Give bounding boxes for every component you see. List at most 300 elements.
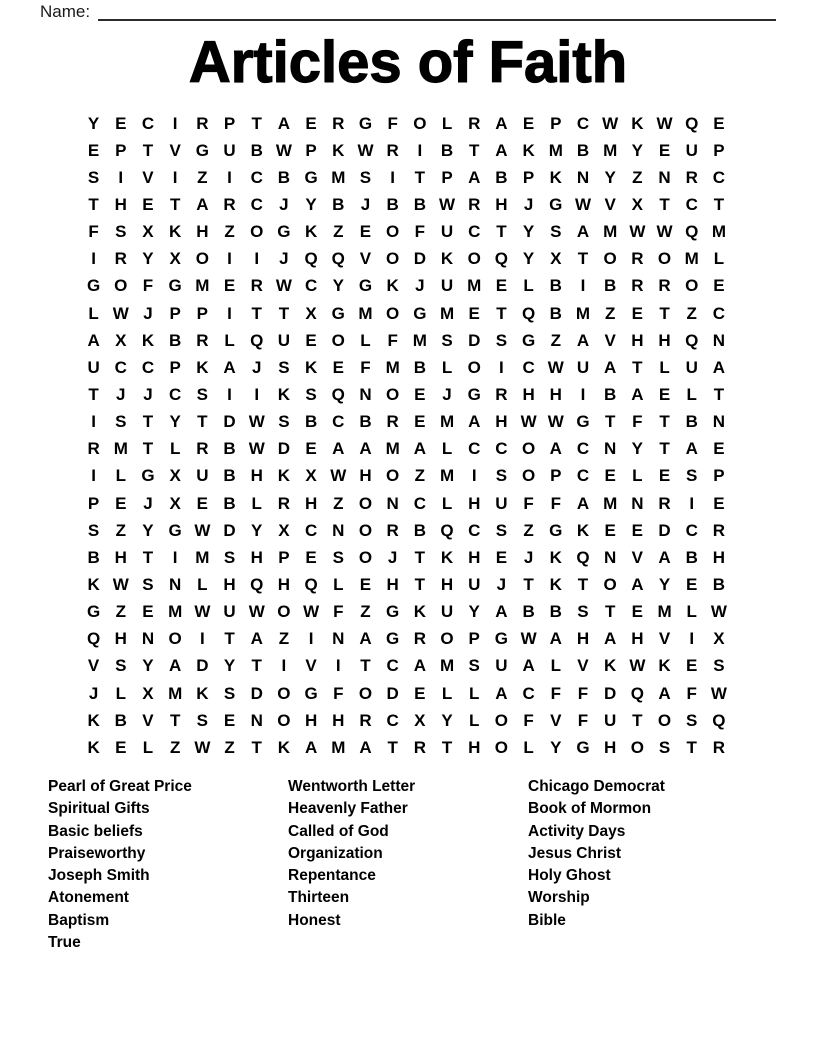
grid-letter: A [250,629,263,649]
grid-letter: Z [686,303,697,323]
grid-letter: T [88,384,99,404]
grid-letter: U [685,140,698,160]
grid-letter: P [196,303,209,323]
grid-letter: W [275,140,292,160]
grid-letter: O [277,710,291,730]
grid-letter: E [631,602,644,622]
grid-letter: F [686,683,697,703]
grid-letter: S [278,412,290,432]
name-row [40,2,776,21]
grid-letter: Z [414,466,426,486]
grid-letter: I [172,113,178,133]
grid-letter: L [469,710,480,730]
grid-letter: G [358,276,373,296]
grid-letter: Z [197,167,208,187]
grid-letter: M [168,683,183,703]
grid-letter: R [386,140,399,160]
grid-letter: F [88,222,99,242]
grid-letter: G [549,520,563,540]
grid-letter: Q [331,249,345,269]
grid-letter: O [467,249,481,269]
grid-letter: O [195,249,209,269]
grid-letter: O [277,602,291,622]
grid-letter: Q [685,113,699,133]
grid-letter: I [227,249,232,269]
grid-letter: Y [550,737,562,757]
grid-letter: M [439,466,455,486]
grid-letter: G [304,683,318,703]
grid-letter: G [413,303,427,323]
grid-letter: O [630,737,644,757]
grid-letter: J [523,194,534,214]
grid-letter: S [223,683,236,703]
grid-letter: I [227,167,232,187]
grid-letter: N [169,574,182,594]
grid-letter: E [115,737,127,757]
grid-letter: O [386,249,400,269]
grid-letter: D [277,439,291,459]
grid-letter: G [521,330,536,350]
grid-letter: B [685,547,698,567]
grid-letter: T [142,412,154,432]
grid-letter: H [223,574,236,594]
grid-letter: V [142,710,154,730]
grid-letter: A [196,194,209,214]
word-item: Bible [528,911,566,929]
grid-letter: T [632,357,643,377]
grid-letter: Z [278,629,290,649]
grid-letter: G [86,602,101,622]
grid-letter: C [468,520,481,540]
grid-letter: U [440,602,454,622]
grid-letter: V [169,140,181,160]
grid-letter: F [523,710,534,730]
grid-letter: O [114,276,128,296]
grid-letter: A [658,547,671,567]
grid-letter: K [169,222,182,242]
grid-letter: B [549,276,562,296]
grid-letter: S [359,167,372,187]
grid-letter: E [713,276,725,296]
grid-letter: Q [440,520,454,540]
grid-letter: T [686,737,697,757]
grid-letter: T [577,574,589,594]
grid-letter: S [332,547,344,567]
grid-letter: T [251,656,262,676]
grid-letter: V [604,194,616,214]
grid-letter: Z [360,602,371,622]
grid-letter: R [468,194,481,214]
grid-letter: T [414,547,426,567]
grid-letter: E [522,113,535,133]
grid-letter: K [631,113,644,133]
grid-letter: L [142,737,154,757]
page-title: Articles of Faith [188,30,628,95]
grid-letter: T [251,303,262,323]
grid-letter: G [86,276,101,296]
grid-letter: M [467,276,482,296]
grid-letter: C [522,357,535,377]
grid-letter: S [196,384,209,404]
grid-letter: E [713,439,725,459]
grid-letter: C [141,357,155,377]
grid-letter: V [631,547,644,567]
grid-letter: E [305,113,317,133]
grid-letter: M [657,602,672,622]
grid-letter: O [386,222,400,242]
grid-letter: G [331,303,345,323]
grid-letter: O [358,547,373,567]
grid-letter: B [359,412,372,432]
grid-letter: L [686,384,697,404]
grid-letter: Y [223,656,236,676]
grid-letter: H [277,574,291,594]
grid-letter: A [359,737,372,757]
word-item: Jesus Christ [528,844,622,862]
grid-letter: E [414,384,426,404]
grid-letter: R [413,737,426,757]
name-label: Name: [40,2,91,21]
grid-letter: R [386,412,399,432]
grid-letter: U [495,656,508,676]
grid-letter: A [87,330,100,350]
grid-letter: E [686,574,698,594]
grid-letter: D [604,683,617,703]
grid-letter: T [659,412,670,432]
grid-letter: T [469,140,480,160]
grid-letter: H [440,574,454,594]
grid-letter: E [414,683,426,703]
grid-letter: E [223,710,236,730]
grid-letter: Q [494,249,509,269]
grid-letter: Y [251,520,263,540]
grid-letter: M [439,303,455,323]
grid-letter: M [603,493,618,513]
grid-letter: H [712,547,726,567]
grid-letter: S [495,520,508,540]
grid-letter: X [142,222,154,242]
grid-letter: M [603,140,618,160]
grid-letter: D [658,520,671,540]
grid-letter: R [277,493,291,513]
grid-letter: U [576,357,590,377]
grid-letter: W [330,466,347,486]
grid-letter: H [114,194,127,214]
grid-letter: I [499,357,504,377]
grid-letter: X [305,303,317,323]
grid-letter: L [713,249,725,269]
grid-letter: K [196,683,209,703]
grid-letter: U [87,357,100,377]
grid-letter: F [387,113,398,133]
grid-letter: E [115,493,127,513]
grid-letter: M [412,330,427,350]
grid-letter: A [277,113,291,133]
grid-letter: A [631,574,644,594]
grid-letter: P [522,167,535,187]
grid-letter: E [305,330,317,350]
grid-letter: W [194,602,211,622]
grid-letter: H [114,629,127,649]
grid-letter: X [305,466,317,486]
word-item: Honest [288,911,341,929]
grid-letter: G [141,466,155,486]
grid-letter: F [550,683,561,703]
grid-letter: S [278,357,290,377]
grid-letter: L [469,683,480,703]
grid-letter: A [169,656,182,676]
grid-letter: S [468,656,480,676]
grid-letter: W [248,439,265,459]
grid-letter: O [331,330,345,350]
grid-letter: T [142,439,154,459]
grid-letter: S [441,330,453,350]
grid-letter: A [413,656,426,676]
grid-letter: A [495,140,508,160]
grid-letter: H [576,629,590,649]
grid-letter: A [685,439,698,459]
grid-letter: Q [521,303,536,323]
grid-letter: R [658,493,671,513]
grid-letter: R [223,194,236,214]
grid-letter: O [250,222,264,242]
grid-letter: G [576,412,590,432]
grid-letter: K [440,547,454,567]
grid-letter: R [631,249,644,269]
grid-letter: Z [333,493,344,513]
grid-letter: Z [169,737,181,757]
grid-letter: V [305,656,317,676]
grid-letter: B [522,602,535,622]
grid-letter: A [359,439,372,459]
grid-letter: T [360,656,371,676]
grid-letter: D [413,249,426,269]
grid-letter: X [278,520,290,540]
grid-letter: A [223,357,236,377]
grid-letter: K [304,357,318,377]
grid-letter: E [332,357,344,377]
grid-letter: F [414,222,426,242]
word-item: Thirteen [288,889,350,907]
grid-letter: S [196,710,209,730]
grid-letter: L [659,357,670,377]
grid-letter: S [305,384,317,404]
grid-letter: M [195,547,210,567]
grid-letter: T [713,194,725,214]
grid-letter: F [550,493,561,513]
grid-letter: Y [604,167,616,187]
grid-letter: B [304,412,318,432]
grid-letter: A [604,357,617,377]
grid-letter: K [304,222,318,242]
grid-letter: T [251,737,262,757]
grid-letter: B [604,384,617,404]
grid-letter: O [494,710,509,730]
grid-letter: L [632,466,643,486]
grid-letter: P [468,629,480,649]
grid-letter: Q [630,683,644,703]
grid-letter: B [440,140,454,160]
grid-letter: H [495,412,508,432]
grid-letter: D [468,330,481,350]
grid-letter: H [468,737,481,757]
grid-letter: K [87,710,100,730]
grid-letter: J [279,194,289,214]
grid-letter: O [521,466,536,486]
grid-letter: U [468,574,481,594]
grid-letter: H [304,493,318,513]
grid-letter: E [305,547,317,567]
grid-letter: C [712,167,726,187]
grid-letter: T [224,629,235,649]
grid-letter: C [386,710,399,730]
grid-letter: H [332,710,345,730]
grid-letter: H [522,384,535,404]
grid-letter: F [523,493,534,513]
grid-letter: I [390,167,396,187]
grid-letter: G [168,520,182,540]
grid-letter: U [604,710,617,730]
grid-letter: K [604,656,617,676]
grid-letter: J [523,547,534,567]
grid-letter: G [358,113,373,133]
grid-letter: O [277,683,291,703]
grid-letter: W [357,140,374,160]
grid-letter: K [658,656,671,676]
grid-letter: E [658,466,671,486]
grid-letter: X [115,330,127,350]
grid-letter: J [143,303,153,323]
grid-letter: F [333,683,344,703]
grid-letter: S [87,167,100,187]
grid-letter: B [413,520,426,540]
grid-letter: B [576,140,590,160]
grid-letter: I [580,384,586,404]
grid-letter: K [277,737,291,757]
grid-letter: F [632,412,643,432]
grid-letter: M [331,737,346,757]
word-item: True [48,934,81,952]
grid-letter: H [386,574,399,594]
grid-letter: M [575,303,591,323]
grid-letter: Y [142,656,154,676]
grid-letter: R [413,629,426,649]
grid-letter: C [413,493,426,513]
grid-letter: W [194,737,211,757]
grid-letter: I [118,167,124,187]
grid-letter: I [308,629,314,649]
grid-letter: K [141,330,155,350]
grid-letter: Z [224,222,235,242]
grid-letter: R [332,113,345,133]
grid-letter: T [387,737,398,757]
grid-letter: E [658,140,671,160]
grid-letter: V [550,710,562,730]
grid-letter: E [359,574,372,594]
grid-letter: Z [523,520,534,540]
grid-letter: A [712,357,726,377]
grid-letter: B [332,194,345,214]
grid-letter: I [227,384,232,404]
grid-letter: R [87,439,100,459]
grid-letter: M [385,357,400,377]
grid-letter: T [604,412,616,432]
grid-letter: E [196,493,209,513]
grid-letter: B [277,167,291,187]
grid-letter: S [142,574,154,594]
grid-letter: M [168,602,183,622]
grid-letter: W [520,412,537,432]
grid-letter: S [686,710,698,730]
grid-letter: L [441,683,453,703]
word-item: Organization [288,844,383,862]
grid-letter: N [332,629,345,649]
grid-letter: I [471,466,477,486]
grid-letter: T [659,303,670,323]
grid-letter: G [494,629,509,649]
grid-letter: N [359,384,372,404]
grid-letter: J [442,384,452,404]
grid-letter: V [577,656,589,676]
grid-letter: O [358,683,373,703]
grid-letter: W [112,303,129,323]
grid-letter: X [169,249,181,269]
word-item: Worship [528,889,590,907]
grid-letter: H [631,629,644,649]
grid-letter: T [659,439,670,459]
grid-letter: H [196,222,209,242]
grid-letter: A [359,629,372,649]
grid-letter: U [440,276,454,296]
grid-letter: W [194,520,211,540]
grid-letter: C [250,194,263,214]
grid-letter: X [142,683,154,703]
grid-letter: C [304,520,318,540]
word-list [48,776,768,966]
word-item: Heavenly Father [288,800,408,818]
grid-letter: T [632,710,643,730]
grid-letter: V [658,629,671,649]
grid-letter: P [278,547,290,567]
grid-letter: Q [86,629,101,649]
grid-letter: G [549,194,563,214]
grid-letter: C [522,683,535,703]
grid-letter: K [196,357,209,377]
grid-letter: L [333,574,344,594]
grid-letter: L [441,439,453,459]
grid-letter: G [168,276,182,296]
grid-letter: B [495,167,508,187]
grid-letter: A [413,439,426,459]
grid-letter: K [549,167,562,187]
grid-letter: I [689,629,695,649]
grid-letter: T [604,602,616,622]
word-item: Chicago Democrat [528,778,665,795]
grid-letter: X [169,493,181,513]
grid-letter: Z [550,330,561,350]
grid-letter: Q [250,330,264,350]
grid-letter: E [115,113,127,133]
grid-letter: B [712,574,726,594]
grid-letter: R [658,276,671,296]
grid-letter: H [250,466,263,486]
grid-letter: I [91,249,96,269]
grid-letter: M [439,412,455,432]
grid-letter: D [223,520,236,540]
grid-letter: W [710,683,727,703]
name-blank-line [98,2,776,21]
grid-letter: I [281,656,287,676]
